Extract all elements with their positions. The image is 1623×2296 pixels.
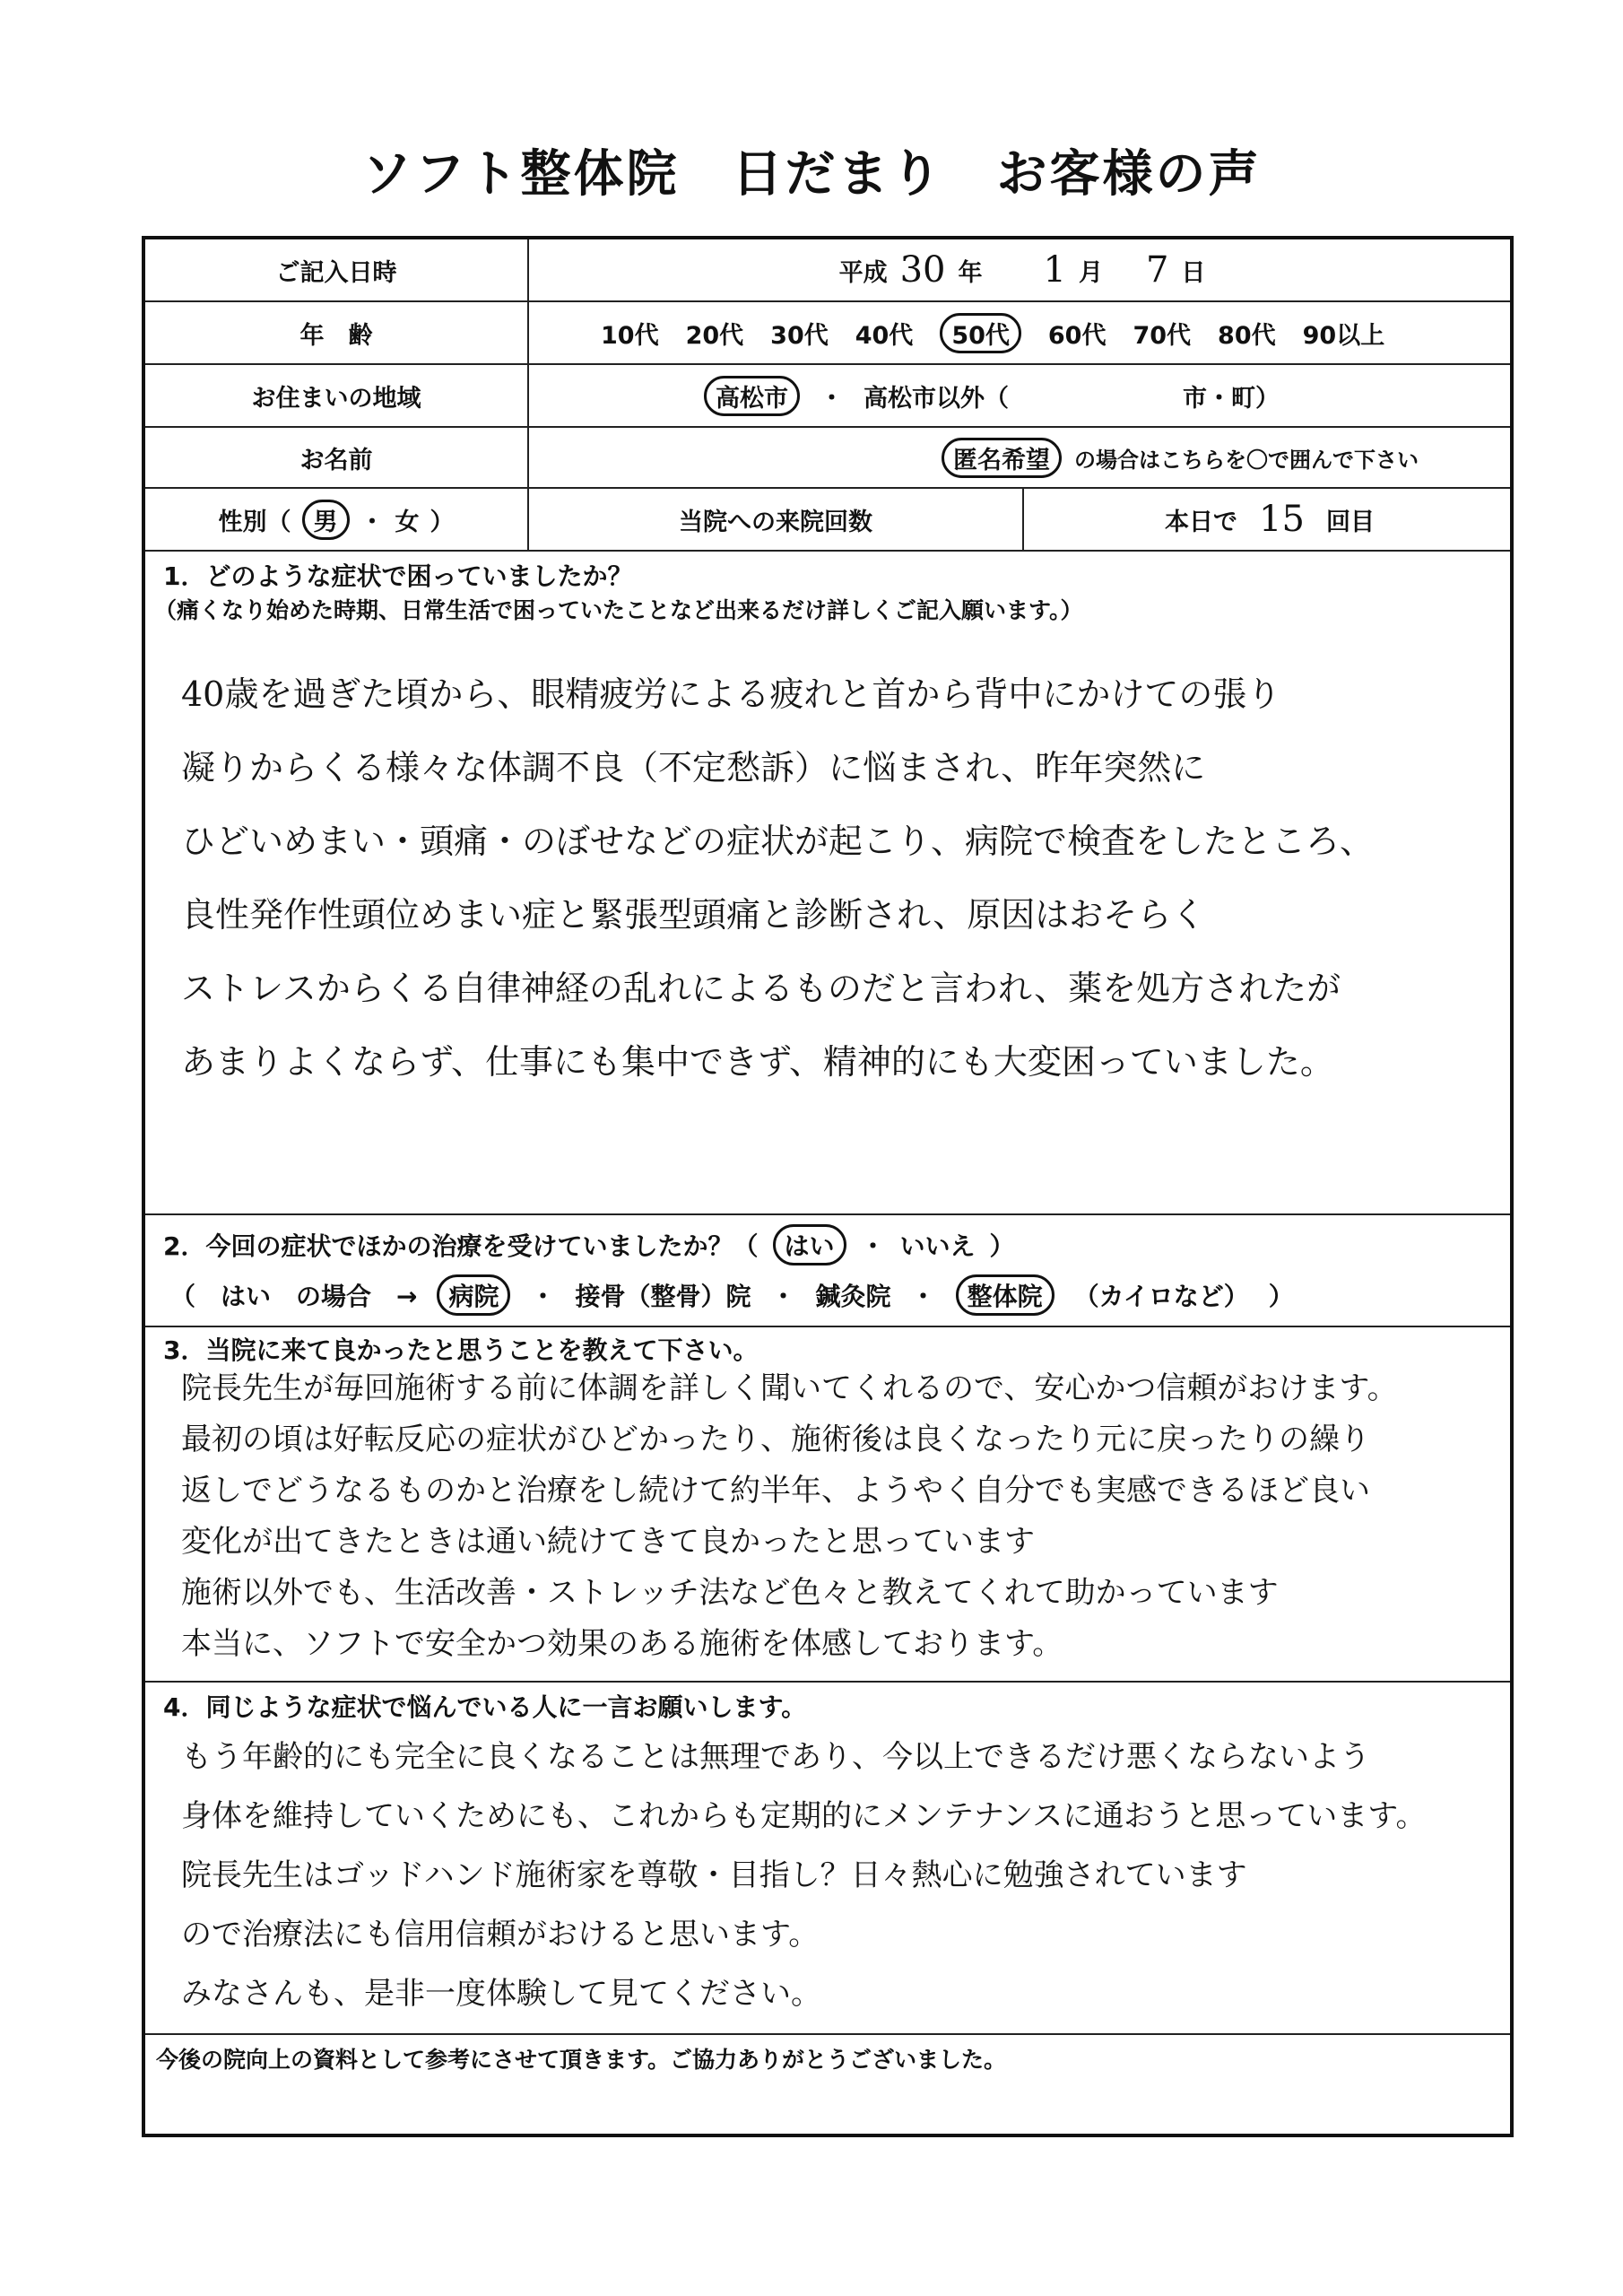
area-suffix: 市・町） (1183, 384, 1280, 413)
answer-line: みなさんも、是非一度体験して見てください。 (181, 1976, 821, 2012)
question-2-section (145, 1215, 1510, 1327)
area-options (529, 365, 1515, 426)
age-option[interactable]: 10代 (601, 321, 659, 350)
answer-line: 院長先生が毎回施術する前に体調を詳しく聞いてくれるので、安心かつ信頼がおけます。 (181, 1370, 1398, 1406)
q2-yes[interactable]: はい (773, 1224, 846, 1265)
age-label: 年 齢 (145, 302, 529, 363)
year-unit: 年 (958, 258, 983, 287)
date-day: 7 (1145, 249, 1169, 291)
answer-line: 本当に、ソフトで安全かつ効果のある施術を体感しております。 (181, 1626, 1063, 1662)
name-label: お名前 (145, 428, 529, 487)
anonymous-note: の場合はこちらを〇で囲んで下さい (1074, 447, 1419, 473)
age-option[interactable]: 90以上 (1302, 321, 1385, 350)
q2-separator: ・ (770, 1282, 796, 1311)
q2-option-hospital[interactable]: 病院 (437, 1274, 510, 1316)
date-month: 1 (1043, 249, 1066, 291)
area-separator: ・ (820, 384, 844, 413)
footer-note: 今後の院向上の資料として参考にさせて頂きます。ご協力ありがとうございました。 (156, 2047, 1007, 2073)
answer-line: ストレスからくる自律神経の乱れによるものだと言われ、薬を処方されたが (181, 969, 1341, 1008)
q2-separator: ・ (910, 1282, 936, 1311)
age-option[interactable]: 20代 (685, 321, 744, 350)
answer-line: 良性発作性頭位めまい症と緊張型頭痛と診断され、原因はおそらく (181, 895, 1206, 935)
age-option[interactable]: 60代 (1047, 321, 1107, 350)
q2-option-acupuncture[interactable]: 鍼灸院 (815, 1282, 891, 1311)
question-1: 1．どのような症状で困っていましたか？ (163, 561, 633, 591)
q2-line2-close: ） (1268, 1282, 1294, 1311)
answer-3 (181, 1363, 1398, 1670)
visit-count-cell (1024, 489, 1515, 550)
question-1-sub: （痛くなり始めた時期、日常生活で困っていたことなど出来るだけ詳しくご記入願います。） (154, 597, 1083, 623)
answer-line: ひどいめまい・頭痛・のぼせなどの症状が起こり、病院で検査をしたところ、 (181, 822, 1375, 861)
area-option-other[interactable]: 高松市以外（ (864, 384, 1009, 413)
area-label: お住まいの地域 (145, 365, 529, 426)
age-option[interactable]: 70代 (1133, 321, 1192, 350)
age-option[interactable]: 40代 (855, 321, 914, 350)
question-2-options (170, 1274, 1294, 1316)
question-2 (163, 1224, 1015, 1265)
question-2-text: 2．今回の症状でほかの治療を受けていましたか？（ (163, 1231, 759, 1261)
answer-line: 施術以外でも、生活改善・ストレッチ法など色々と教えてくれて助かっています (181, 1575, 1279, 1611)
answer-line: 40歳を過ぎた頃から、眼精疲労による疲れと首から背中にかけての張り (181, 674, 1281, 714)
q2-no[interactable]: いいえ (899, 1231, 976, 1261)
gender-male[interactable]: 男 (302, 500, 350, 540)
answer-line: 最初の頃は好転反応の症状がひどかったり、施術後は良くなったり元に戻ったりの繰り (181, 1422, 1370, 1457)
anonymous-option[interactable]: 匿名希望 (942, 438, 1062, 478)
answer-line: 院長先生はゴッドハンド施術家を尊敬・目指し？日々熱心に勉強されています (181, 1857, 1247, 1893)
q2-close: ） (989, 1231, 1015, 1261)
question-3: 3．当院に来て良かったと思うことを教えて下さい。 (163, 1335, 759, 1365)
name-field (529, 428, 1515, 487)
gender-separator: ・ (360, 508, 385, 536)
date-row (145, 239, 1510, 302)
gender-cell (145, 489, 529, 550)
name-row (145, 428, 1510, 489)
question-4: 4．同じような症状で悩んでいる人に一言お願いします。 (163, 1692, 807, 1722)
q2-separator: ・ (530, 1282, 556, 1311)
visit-row (145, 489, 1510, 552)
answer-line: あまりよくならず、仕事にも集中できず、精神的にも大変困っていました。 (181, 1042, 1334, 1082)
age-option[interactable]: 80代 (1218, 321, 1276, 350)
answer-line: 返しでどうなるものかと治療をし続けて約半年、ようやく自分でも実感できるほど良い (181, 1473, 1370, 1509)
age-row (145, 302, 1510, 365)
answer-4 (181, 1727, 1427, 2023)
question-1-section (145, 552, 1510, 1215)
q2-line2-label: （ はい の場合 → (170, 1282, 418, 1311)
answer-line: 凝りからくる様々な体調不良（不定愁訴）に悩まされ、昨年突然に (181, 748, 1206, 787)
answer-1 (181, 657, 1374, 1099)
date-value (529, 239, 1515, 300)
date-year: 30 (899, 249, 946, 291)
day-unit: 日 (1181, 258, 1206, 287)
survey-form (142, 236, 1514, 2137)
q2-separator: ・ (860, 1231, 886, 1261)
visits-label: 当院への来院回数 (529, 489, 1024, 550)
age-option[interactable]: 30代 (770, 321, 829, 350)
answer-line: 身体を維持していくためにも、これからも定期的にメンテナンスに通おうと思っています。 (181, 1798, 1427, 1834)
q2-option-seitai[interactable]: 整体院 (956, 1274, 1055, 1316)
q2-option-note: （カイロなど） (1073, 1282, 1249, 1311)
question-4-section (145, 1683, 1510, 2035)
today-prefix: 本日で (1165, 508, 1238, 536)
q2-option-bonesetter[interactable]: 接骨（整骨）院 (575, 1282, 751, 1311)
answer-line: 変化が出てきたときは通い続けてきて良かったと思っています (181, 1524, 1035, 1560)
month-unit: 月 (1078, 258, 1103, 287)
area-row (145, 365, 1510, 428)
answer-line: ので治療法にも信用信頼がおけると思います。 (181, 1917, 820, 1952)
page-title: ソフト整体院 日だまり お客様の声 (361, 145, 1262, 204)
gender-label: 性別（ (218, 508, 291, 536)
age-option-selected[interactable]: 50代 (940, 313, 1021, 353)
date-label: ご記入日時 (145, 239, 529, 300)
gender-close: ） (430, 508, 455, 536)
visit-count: 15 (1259, 499, 1305, 540)
answer-line: もう年齢的にも完全に良くなることは無理であり、今以上できるだけ悪くならないよう (181, 1739, 1370, 1775)
gender-female[interactable]: 女 (395, 508, 420, 536)
count-unit: 回目 (1325, 508, 1375, 536)
area-option-takamatsu[interactable]: 高松市 (704, 376, 800, 416)
era: 平成 (838, 258, 888, 287)
question-3-section (145, 1327, 1510, 1683)
age-options (529, 302, 1515, 363)
